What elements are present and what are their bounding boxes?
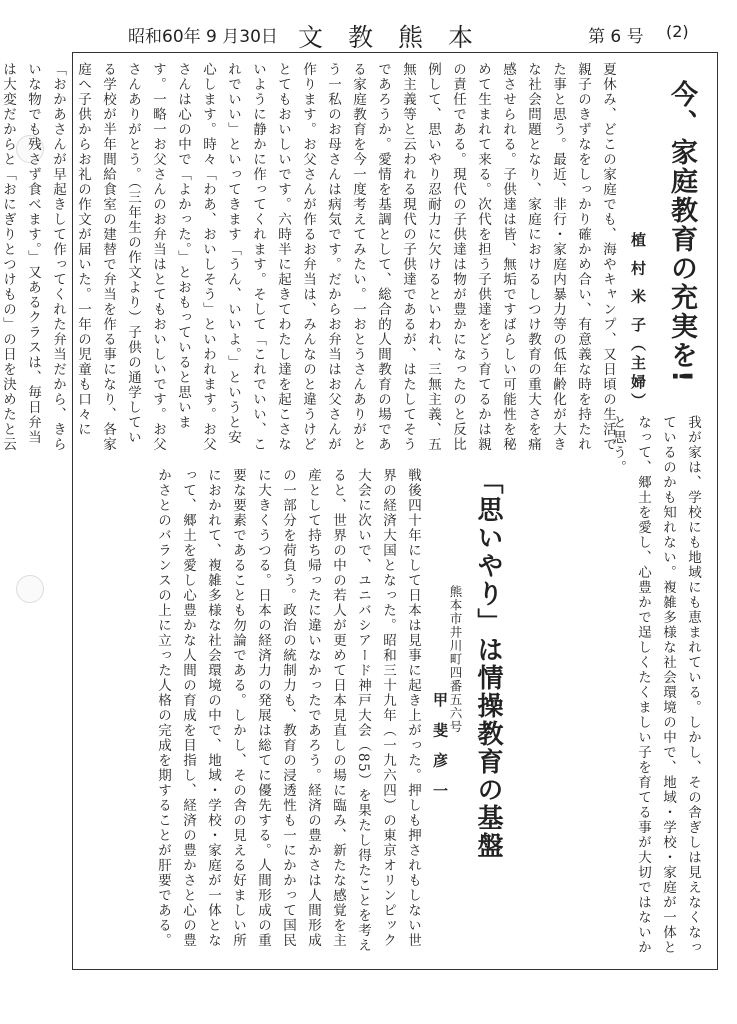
article2-author: 甲 斐 彦 一 <box>431 692 449 803</box>
issue-number: 第 6 号 <box>588 27 644 47</box>
newsletter-header <box>0 0 737 50</box>
page-number: (2) <box>666 22 689 41</box>
article1-continued-right <box>490 415 705 960</box>
article2-affiliation: 熊本市井川町四番五六号 <box>448 585 463 734</box>
article2-text: 戦後四十年にして日本は見事に起き上がった。押しも押されもしない世界の経済大国となった。昭和三十九年（一九六四）の東京オリンピック大会に次いで、ユニバシアード神戸大会（85）を果たし得たことを考えると、世界の中の若人が更めて日本見直しの場に臨み、新たな感覚を主産として持ち帰ったに違いなかったであろう。経済の豊かさは人間形成の一部分を荷負う。政治の統制力も、教育の浸透性も一にかかって国民に大きくうつる。日本の経済力の発展は総てに優先する。人間形成の重要な要素であることも勿論である。しかし、その舎の見える好ましい所におかれて、複雑多様な社会環境の中で、地域・学校・家庭が一体となって、郷土を愛し心豊かな人間の育成を目指し、経済の豊かさと心の豊かさとのバランスの上に立った人格の完成を期することが肝要である。 <box>155 468 421 954</box>
article1-body <box>0 62 620 452</box>
article2-title: 「思いやり」は情操教育の基盤 <box>473 468 503 860</box>
newsletter-title: 文教熊本 <box>298 23 499 52</box>
article1-title: 今、家庭教育の充実を! <box>666 80 697 385</box>
article1-text: 夏休み、どこの家庭でも、海やキャンプ、又日頃の生活で親子のきずなをしっかり確かめ合い、有意義な時を持たれた事と思う。最近、非行・家庭内暴力等の低年齢化が大きな社会問題となり、家庭におけるしつけ教育の重大さを痛感させられる。子供達は皆、無垢ですばらしい可能性を秘めて生まれて来る。次代を担う子供達をどう育てるかは親の責任である。現代の子供達は物が豊かになったのと反比例して、思いやり忍耐力に欠けるといわれ、三無主義、五無主義等と云われる現代の子供達であるが、はたしてそうであろうか。愛情を基調として、総合的人間教育の場である家庭教育を今一度考えてみたい。一おとうさんありがとう一私のお母さんは病気です。だからお弁当はお父さんが作ります。お父さんが作るお弁当は、みんなのと違うけどとてもおいしいです。六時半に起きてわたし達を起こさないように静かに作ってくれます。そして「これでいい、これでいい」といってきます「うん、いいよ。」というと安心します。時々「わあ、おいしそう」といわれます。お父さんは心の中で「よかった。」とおもっていると思います。一略一お父さんのお弁当はとてもおいしいです。お父さんありがとう。（三年生の作文より）子供の通学している学校が半年間給食室の建替で弁当を作る事になり、各家庭へ子供からお礼の作文が届いた。一年の児童も口々に「おかあさんが早起きして作ってくれた弁当だから、きらいな物でも残さず食べます。」又あるクラスは、毎日弁当は大変だからと「おにぎりとつけもの」の日を決めたと云 <box>0 62 616 452</box>
article1-extra-text: 我が家は、学校にも地域にも恵まれている。しかし、その舎ぎしは見えなくなっているのかも知れない。複雑多様な社会環境の中で、地域・学校・家庭が一体となって、郷土を愛し、心豊かで逞しくたくましい子を育てる事が大切ではないかと思う。 <box>610 415 701 955</box>
article2-body <box>80 468 425 958</box>
article1-author: 植 村 米 子（主婦） <box>629 232 647 412</box>
issue-date: 昭和60年 9 月30日 <box>128 27 278 47</box>
punch-hole <box>16 575 44 603</box>
